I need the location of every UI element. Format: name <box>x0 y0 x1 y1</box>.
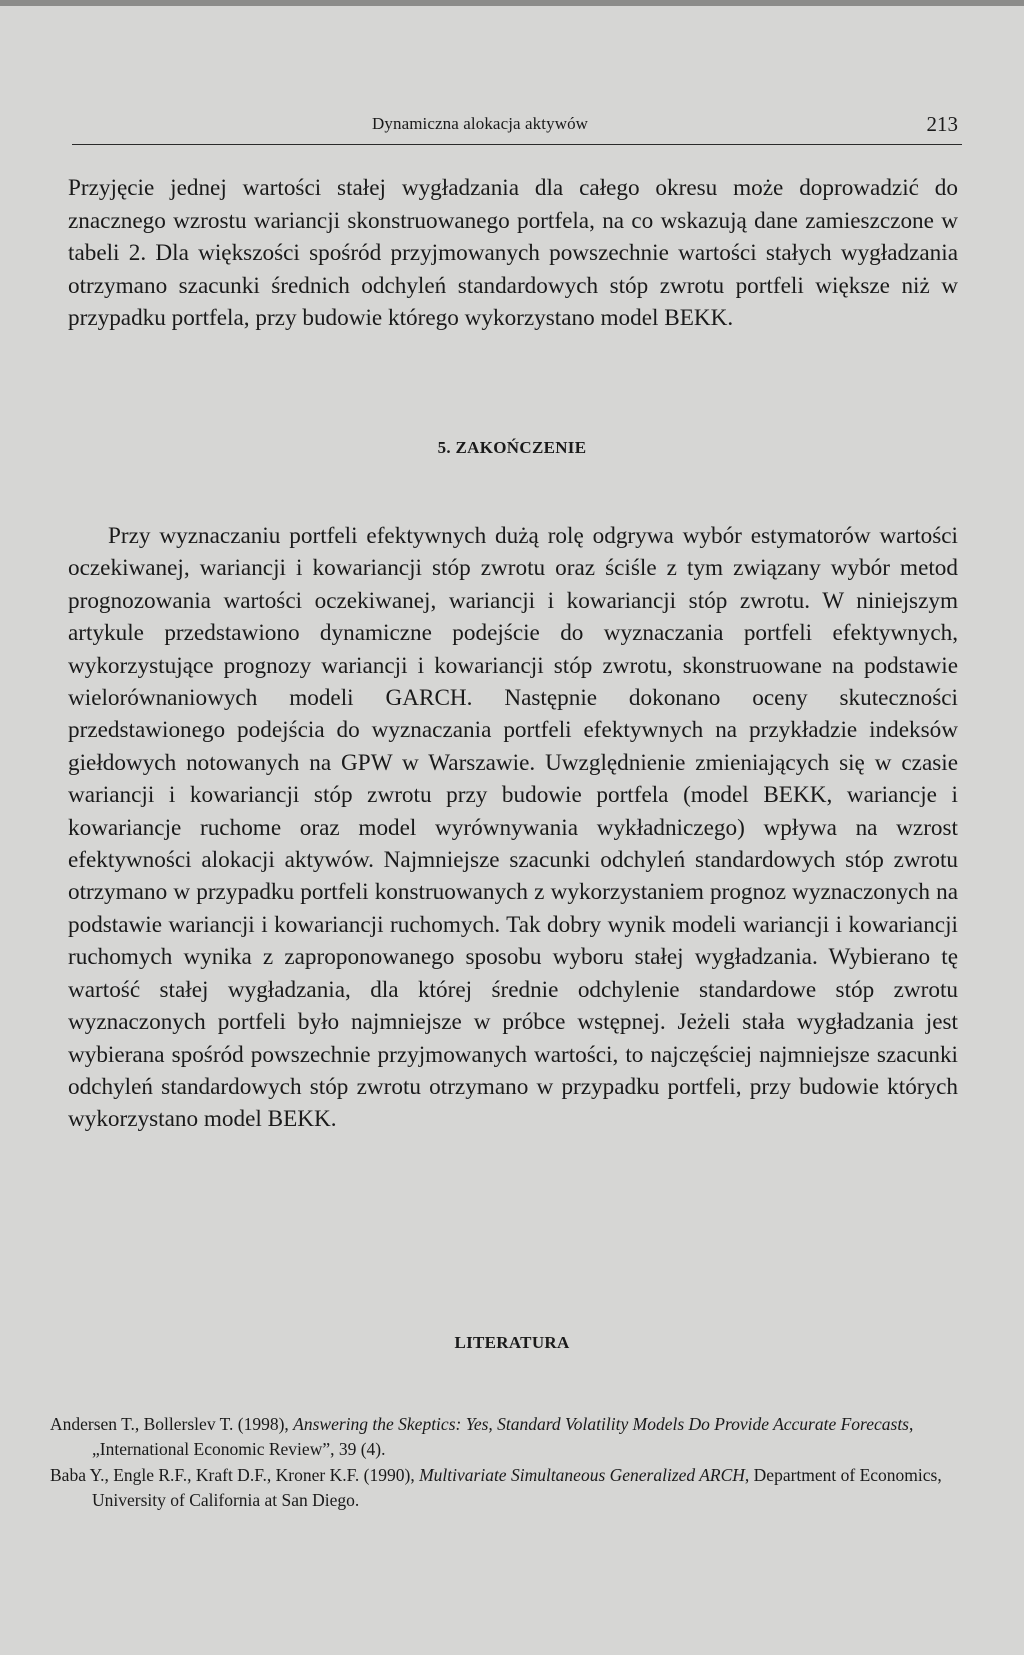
reference-title: Answering the Skeptics: Yes, Standard Volatility Models Do Provide Accurate Forecasts <box>293 1414 909 1434</box>
reference-item <box>50 1412 950 1461</box>
reference-details: , „International Economic Review”, 39 (4). <box>92 1414 914 1459</box>
paragraph-conclusion: Przy wyznaczaniu portfeli efektywnych dużą rolę odgrywa wybór estymatorów wartości oczekiwanej, wariancji i kowariancji stóp zwrotu oraz ściśle z tym związany wybór metod prognozowania wartości oczekiwanej, wariancji i kowariancji stóp zwrotu. W niniejszym artykule przedstawiono dynamiczne podejście do wyznaczania portfeli efektywnych, wykorzystujące prognozy wariancji i kowariancji stóp zwrotu, skonstruowane na podstawie wielorównaniowych modeli GARCH. Następnie dokonano oceny skuteczności przedstawionego podejścia do wyznaczania portfeli efektywnych na przykładzie indeksów giełdowych notowanych na GPW w Warszawie. Uwzględnienie zmieniających się w czasie wariancji i kowariancji stóp zwrotu przy budowie portfela (model BEKK, wariancje i kowariancje ruchome oraz model wyrównywania wykładniczego) wpływa na wzrost efektywności alokacji aktywów. Najmniejsze szacunki odchyleń standardowych stóp zwrotu otrzymano w przypadku portfeli konstruowanych z wykorzystaniem prognoz wyznaczonych na podstawie wariancji i kowariancji ruchomych. Tak dobry wynik modeli wariancji i kowariancji ruchomych wynika z zaproponowanego sposobu wyboru stałej wygładzania. Wybierano tę wartość stałej wygładzania, dla której średnie odchylenie standardowe stóp zwrotu wyznaczonych portfeli było najmniejsze w próbce wstępnej. Jeżeli stała wygładzania jest wybierana spośród powszechnie przyjmowanych wartości, to najczęściej najmniejsze szacunki odchyleń standardowych stóp zwrotu otrzymano w przypadku portfeli, przy budowie których wykorzystano model BEKK. <box>68 523 958 1133</box>
page-number: 213 <box>926 112 958 136</box>
page-top-edge <box>0 0 1024 6</box>
reference-title: Multivariate Simultaneous Generalized ARCH <box>419 1465 745 1485</box>
running-title: Dynamiczna alokacja aktywów <box>372 114 589 133</box>
reference-item <box>50 1463 950 1512</box>
header-rule <box>72 144 962 145</box>
reference-details: , Department of Economics, University of California at San Diego. <box>92 1465 942 1510</box>
reference-authors: Andersen T., Bollerslev T. (1998), <box>50 1414 294 1434</box>
bibliography-list <box>50 1412 950 1514</box>
paragraph-intro: Przyjęcie jednej wartości stałej wygładzania dla całego okresu może doprowadzić do znacznego wzrostu wariancji skonstruowanego portfela, na co wskazują dane zamieszczone w tabeli 2. Dla większości spośród przyjmowanych powszechnie wartości stałych wygładzania otrzymano szacunki średnich odchyleń standardowych stóp zwrotu portfeli większe niż w przypadku portfela, przy budowie którego wykorzystano model BEKK. <box>68 175 958 332</box>
reference-authors: Baba Y., Engle R.F., Kraft D.F., Kroner K.F. (1990), <box>50 1465 420 1485</box>
page-header <box>72 112 962 144</box>
section-heading: 5. ZAKOŃCZENIE <box>437 438 587 457</box>
bibliography-heading: LITERATURA <box>454 1333 570 1352</box>
